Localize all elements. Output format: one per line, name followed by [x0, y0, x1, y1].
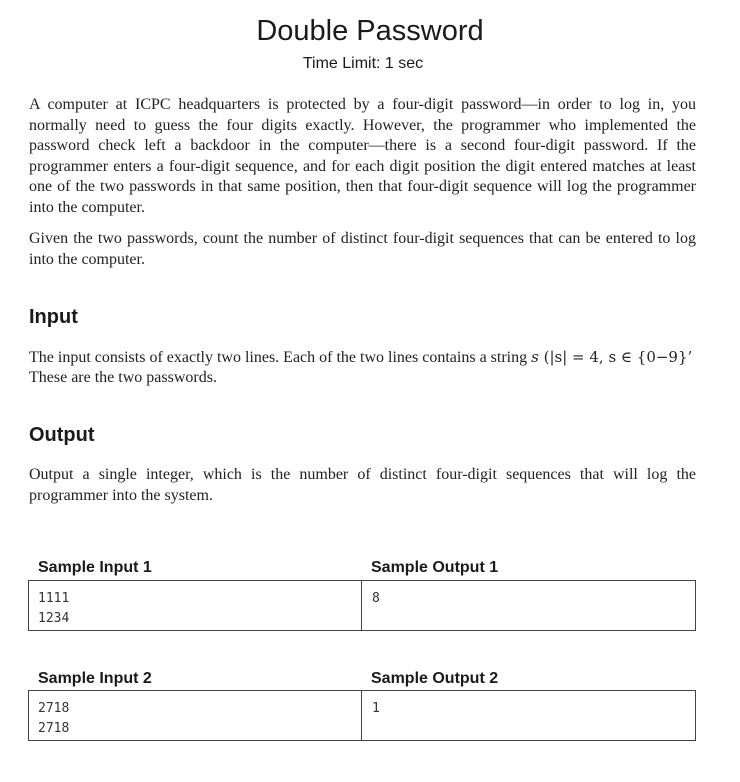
input-description-line-1 — [29, 347, 740, 369]
sample-output-2: 1 — [372, 701, 380, 716]
sample-output-2-label: Sample Output 2 — [371, 670, 499, 687]
input-text: The input consists of exactly two lines. Each of the two lines contains a string — [29, 349, 532, 366]
statement-paragraph-1: A computer at ICPC headquarters is protected by a four-digit password—in order to log in, you normally need to guess the four digits exactly. However, the programmer who implemented the password check left a backdoor in the computer—there is a second four-digit password. If the programmer enters a four-digit sequence, and for each digit position the digit entered matches at least one of the two passwords in that same position, then that four-digit sequence will log the programmer into the computer. — [29, 96, 696, 216]
math-variable: s — [531, 348, 539, 366]
output-heading: Output — [29, 424, 95, 446]
sample-input-2: 2718 2718 — [29, 691, 362, 740]
sample-2-table — [28, 690, 696, 741]
input-description-line-2: These are the two passwords. — [29, 369, 217, 386]
statement-paragraph-2: Given the two passwords, count the number of distinct four-digit sequences that can be entered to log into the computer. — [29, 230, 696, 268]
input-math-constraint — [531, 348, 692, 366]
sample-input-1-label: Sample Input 1 — [38, 559, 152, 576]
sample-1-table — [28, 580, 696, 631]
math-trail: ’ — [687, 348, 693, 366]
sample-input-2-label: Sample Input 2 — [38, 670, 152, 687]
sample-input-1: 1111 1234 — [29, 581, 362, 630]
output-description: Output a single integer, which is the number of distinct four-digit sequences that will log the programmer into the system. — [29, 466, 696, 504]
input-heading: Input — [29, 306, 78, 328]
time-limit: Time Limit: 1 sec — [302, 55, 424, 72]
math-constraint-rest: (|s| = 4, s ∈ {0−9} — [538, 348, 688, 366]
sample-output-1-label: Sample Output 1 — [371, 559, 499, 576]
problem-title: Double Password — [256, 15, 484, 47]
sample-output-1: 8 — [372, 591, 380, 606]
